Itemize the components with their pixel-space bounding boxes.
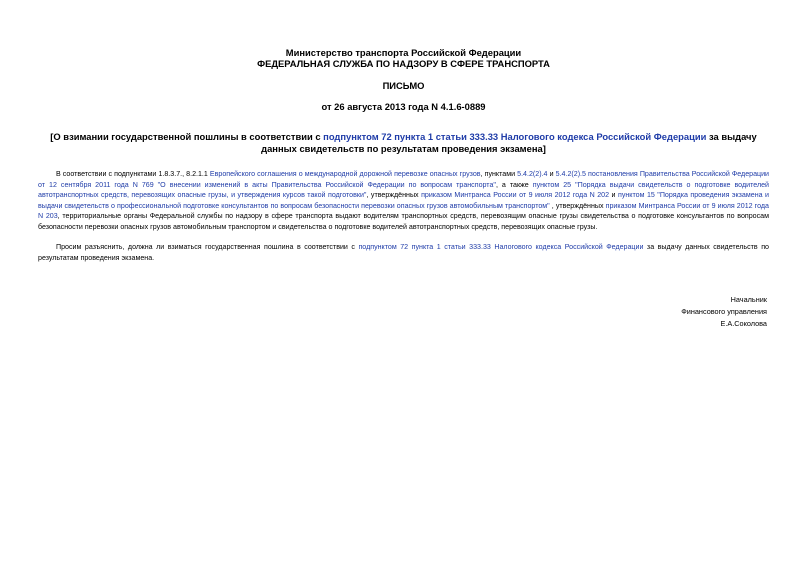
signer-position: Начальник — [730, 295, 767, 304]
paragraph-1 — [38, 169, 769, 232]
government-decree-769-link[interactable]: 5.4.2(2).5 постановления Правительства Российской Федерации от 12 сентября 2011 года N 769 "О внесении изменений в акты Правительства Российской Федерации по вопросам транспорта" — [38, 170, 770, 189]
paragraph-text: , утверждённых — [549, 201, 606, 210]
paragraph-text: , а также — [495, 180, 533, 189]
paragraph-2 — [38, 242, 769, 263]
tax-code-link-2[interactable]: подпунктом 72 пункта 1 статьи 333.33 Налогового кодекса Российской Федерации — [358, 243, 644, 251]
paragraph-text: Просим разъяснить, должна ли взиматься государственная пошлина в соответствии с — [56, 243, 359, 251]
paragraph-text: , пунктами — [480, 170, 518, 178]
order-202-link[interactable]: приказом Минтранса России от 9 июля 2012 года N 202 — [421, 191, 610, 199]
paragraph-text: В соответствии с подпунктами 1.8.3.7., 8.2.1.1 — [56, 170, 210, 178]
clause-15-order-link[interactable]: пунктом 15 "Порядка проведения экзамена и выдачи свидетельств о профессиональной подготовке консультантов по вопросам безопасности перевозки опасных грузов автомобильным транспортом" — [38, 191, 770, 210]
title-text: за выдачу данных свидетельств по результатам проведения экзамена] — [261, 131, 757, 154]
paragraph-text: и — [609, 191, 618, 199]
order-203-link[interactable]: приказом Минтранса России от 9 июля 2012 года N 203 — [38, 201, 769, 220]
signer-name: Е.А.Соколова — [720, 319, 767, 328]
paragraph-text: , утверждённых — [366, 191, 422, 199]
paragraph-text: за выдачу данных свидетельств по результатам проведения экзамена. — [38, 243, 769, 262]
document-title — [40, 131, 767, 155]
clause-5-4-2-4-link[interactable]: 5.4.2(2).4 — [517, 170, 548, 178]
european-agreement-link[interactable]: Европейского соглашения о международной дорожной перевозке опасных грузов — [209, 170, 481, 178]
paragraph-text: и — [547, 170, 556, 178]
paragraph-text: , территориальные органы Федеральной службы по надзору в сфере транспорта выдают водителям транспортных средств, перевозящим опасные грузы свидетельства о подготовке консультантов по вопросам безопасности перевозки опасных грузов автомобильным транспортом и свидетельства о подготовке водителей автотранспортных средств, перевозящих опасные грузы. — [38, 212, 769, 231]
ministry-name: Министерство транспорта Российской Федерации — [285, 47, 522, 58]
clause-25-order-link[interactable]: пунктом 25 "Порядка выдачи свидетельств о подготовке водителей автотранспортных средств, перевозящих опасные грузы, и утверждения курсов такой подготовки" — [38, 180, 769, 199]
signature-block — [681, 294, 767, 330]
title-text: [О взимании государственной пошлины в соответствии с — [50, 131, 324, 142]
service-name: ФЕДЕРАЛЬНАЯ СЛУЖБА ПО НАДЗОРУ В СФЕРЕ ТРАНСПОРТА — [257, 58, 550, 69]
signer-department: Финансового управления — [681, 307, 767, 316]
document-type: ПИСЬМО — [382, 80, 425, 91]
tax-code-link[interactable]: подпунктом 72 пункта 1 статьи 333.33 Налогового кодекса Российской Федерации — [323, 131, 707, 142]
document-date-number: от 26 августа 2013 года N 4.1.6-0889 — [321, 101, 486, 112]
